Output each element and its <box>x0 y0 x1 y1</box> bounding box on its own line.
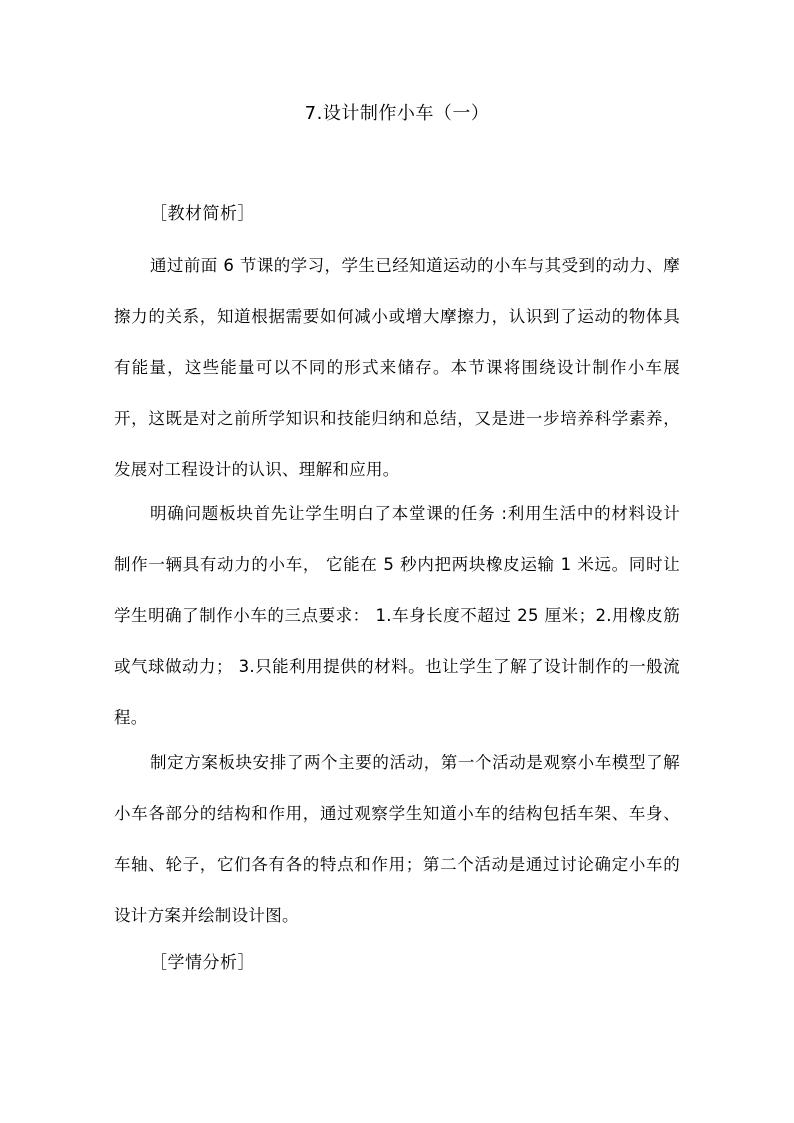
paragraph-textbook-overview: 通过前面 6 节课的学习，学生已经知道运动的小车与其受到的动力、摩擦力的关系，知道根据需要如何减小或增大摩擦力，认识到了运动的物体具有能量，这些能量可以不同的形式来储存。本节课将围绕设计制作小车展开，这既是对之前所学知识和技能归纳和总结，又是进一步培养科学素养，发展对工程设计的认识、理解和应用。 <box>114 256 680 479</box>
document-title: 7.设计制作小车（一） <box>304 103 490 124</box>
section-heading-textbook-analysis: ［教材简析］ <box>150 204 255 224</box>
paragraph-define-problem: 明确问题板块首先让学生明白了本堂课的任务 :利用生活中的材料设计制作一辆具有动力的小车， 它能在 5 秒内把两块橡皮运输 1 米远。同时让学生明确了制作小车的三点要求： 1.车身长度不超过 25 厘米；2.用橡皮筋或气球做动力； 3.只能利用提供的材料。也让学生了解了设计制作的一般流程。 <box>114 504 680 727</box>
paragraph-make-plan: 制定方案板块安排了两个主要的活动，第一个活动是观察小车模型了解小车各部分的结构和作用，通过观察学生知道小车的结构包括车架、车身、车轴、轮子，它们各有各的特点和作用；第二个活动是通过讨论确定小车的设计方案并绘制设计图。 <box>114 753 680 925</box>
section-heading-learner-analysis: ［学情分析］ <box>150 953 255 973</box>
